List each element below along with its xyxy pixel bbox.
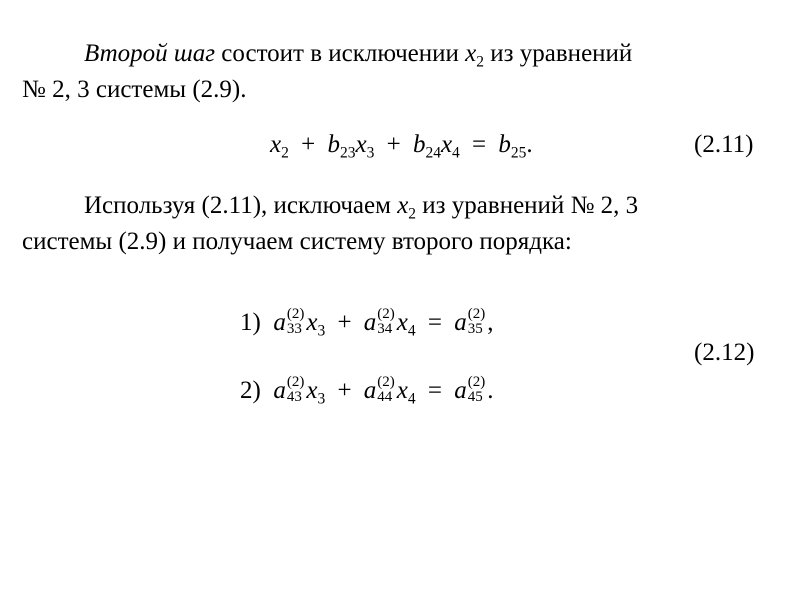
eq-end: . (526, 131, 533, 158)
eq-op: + (301, 131, 316, 158)
eq-var: b (498, 131, 511, 158)
text-line: системы (2.9) и получаем систему второго порядка: (22, 228, 572, 255)
eq-var: x (440, 131, 453, 158)
eq-sub: 23 (339, 144, 356, 162)
equation-number-2-11: (2.11) (694, 131, 754, 158)
var-subscript: 2 (476, 53, 485, 71)
text-segment: из уравнений (484, 40, 633, 67)
var-x: x (397, 192, 409, 219)
eq-supsub: (2) 43 (286, 374, 305, 406)
eq-var: a (454, 377, 467, 404)
equation-2-11 (270, 130, 533, 160)
eq-sub: 4 (407, 322, 416, 340)
eq-sub: 4 (452, 144, 460, 162)
eq-op: = (472, 131, 487, 158)
eq-supsub: (2) 33 (286, 306, 305, 338)
eq-sub: 2 (281, 144, 289, 162)
eq-var: a (363, 309, 377, 336)
equation-2-12-row-2 (240, 376, 494, 407)
text-segment: состоит в исключении (215, 40, 466, 67)
eq-row-label: 1) (240, 309, 261, 336)
eq-op: = (427, 377, 443, 404)
eq-op: = (427, 309, 443, 336)
eq-var: x (396, 309, 408, 336)
eq-var: b (327, 131, 340, 158)
eq-sub: 24 (425, 144, 441, 162)
eq-sub: 3 (317, 390, 326, 408)
eq-var: x (270, 131, 282, 158)
eq-op: + (386, 131, 401, 158)
eq-row-label: 2) (240, 377, 261, 404)
eq-end: , (487, 309, 494, 336)
eq-supsub: (2) 45 (467, 374, 486, 406)
paragraph-second-step (22, 36, 782, 108)
eq-sub: 25 (510, 144, 527, 162)
eq-supsub: (2) 44 (377, 374, 395, 406)
eq-var: a (363, 377, 377, 404)
eq-sub: 4 (407, 390, 416, 408)
eq-sub: 3 (317, 322, 326, 340)
eq-op: + (337, 309, 352, 336)
eq-var: x (396, 377, 408, 404)
eq-sub: 3 (366, 144, 375, 162)
text-segment: Используя (2.11), исключаем (84, 192, 398, 219)
eq-var: a (273, 377, 286, 404)
eq-op: + (337, 377, 352, 404)
eq-supsub: (2) 35 (467, 306, 486, 338)
equation-number-2-12: (2.12) (694, 339, 755, 366)
text-segment: из уравнений № 2, 3 (416, 192, 639, 219)
eq-var: x (306, 377, 318, 404)
term-second-step: Второй шаг (84, 40, 216, 67)
text-line: № 2, 3 системы (2.9). (22, 76, 247, 103)
eq-var: x (355, 131, 367, 158)
eq-end: . (487, 377, 494, 404)
eq-supsub: (2) 34 (377, 306, 395, 338)
eq-var: a (454, 309, 467, 336)
var-x: x (465, 40, 477, 67)
eq-var: x (306, 309, 318, 336)
paragraph-using (22, 188, 782, 260)
equation-2-12-row-1 (240, 308, 494, 339)
var-subscript: 2 (408, 205, 417, 223)
eq-var: a (273, 309, 286, 336)
eq-var: b (412, 131, 426, 158)
